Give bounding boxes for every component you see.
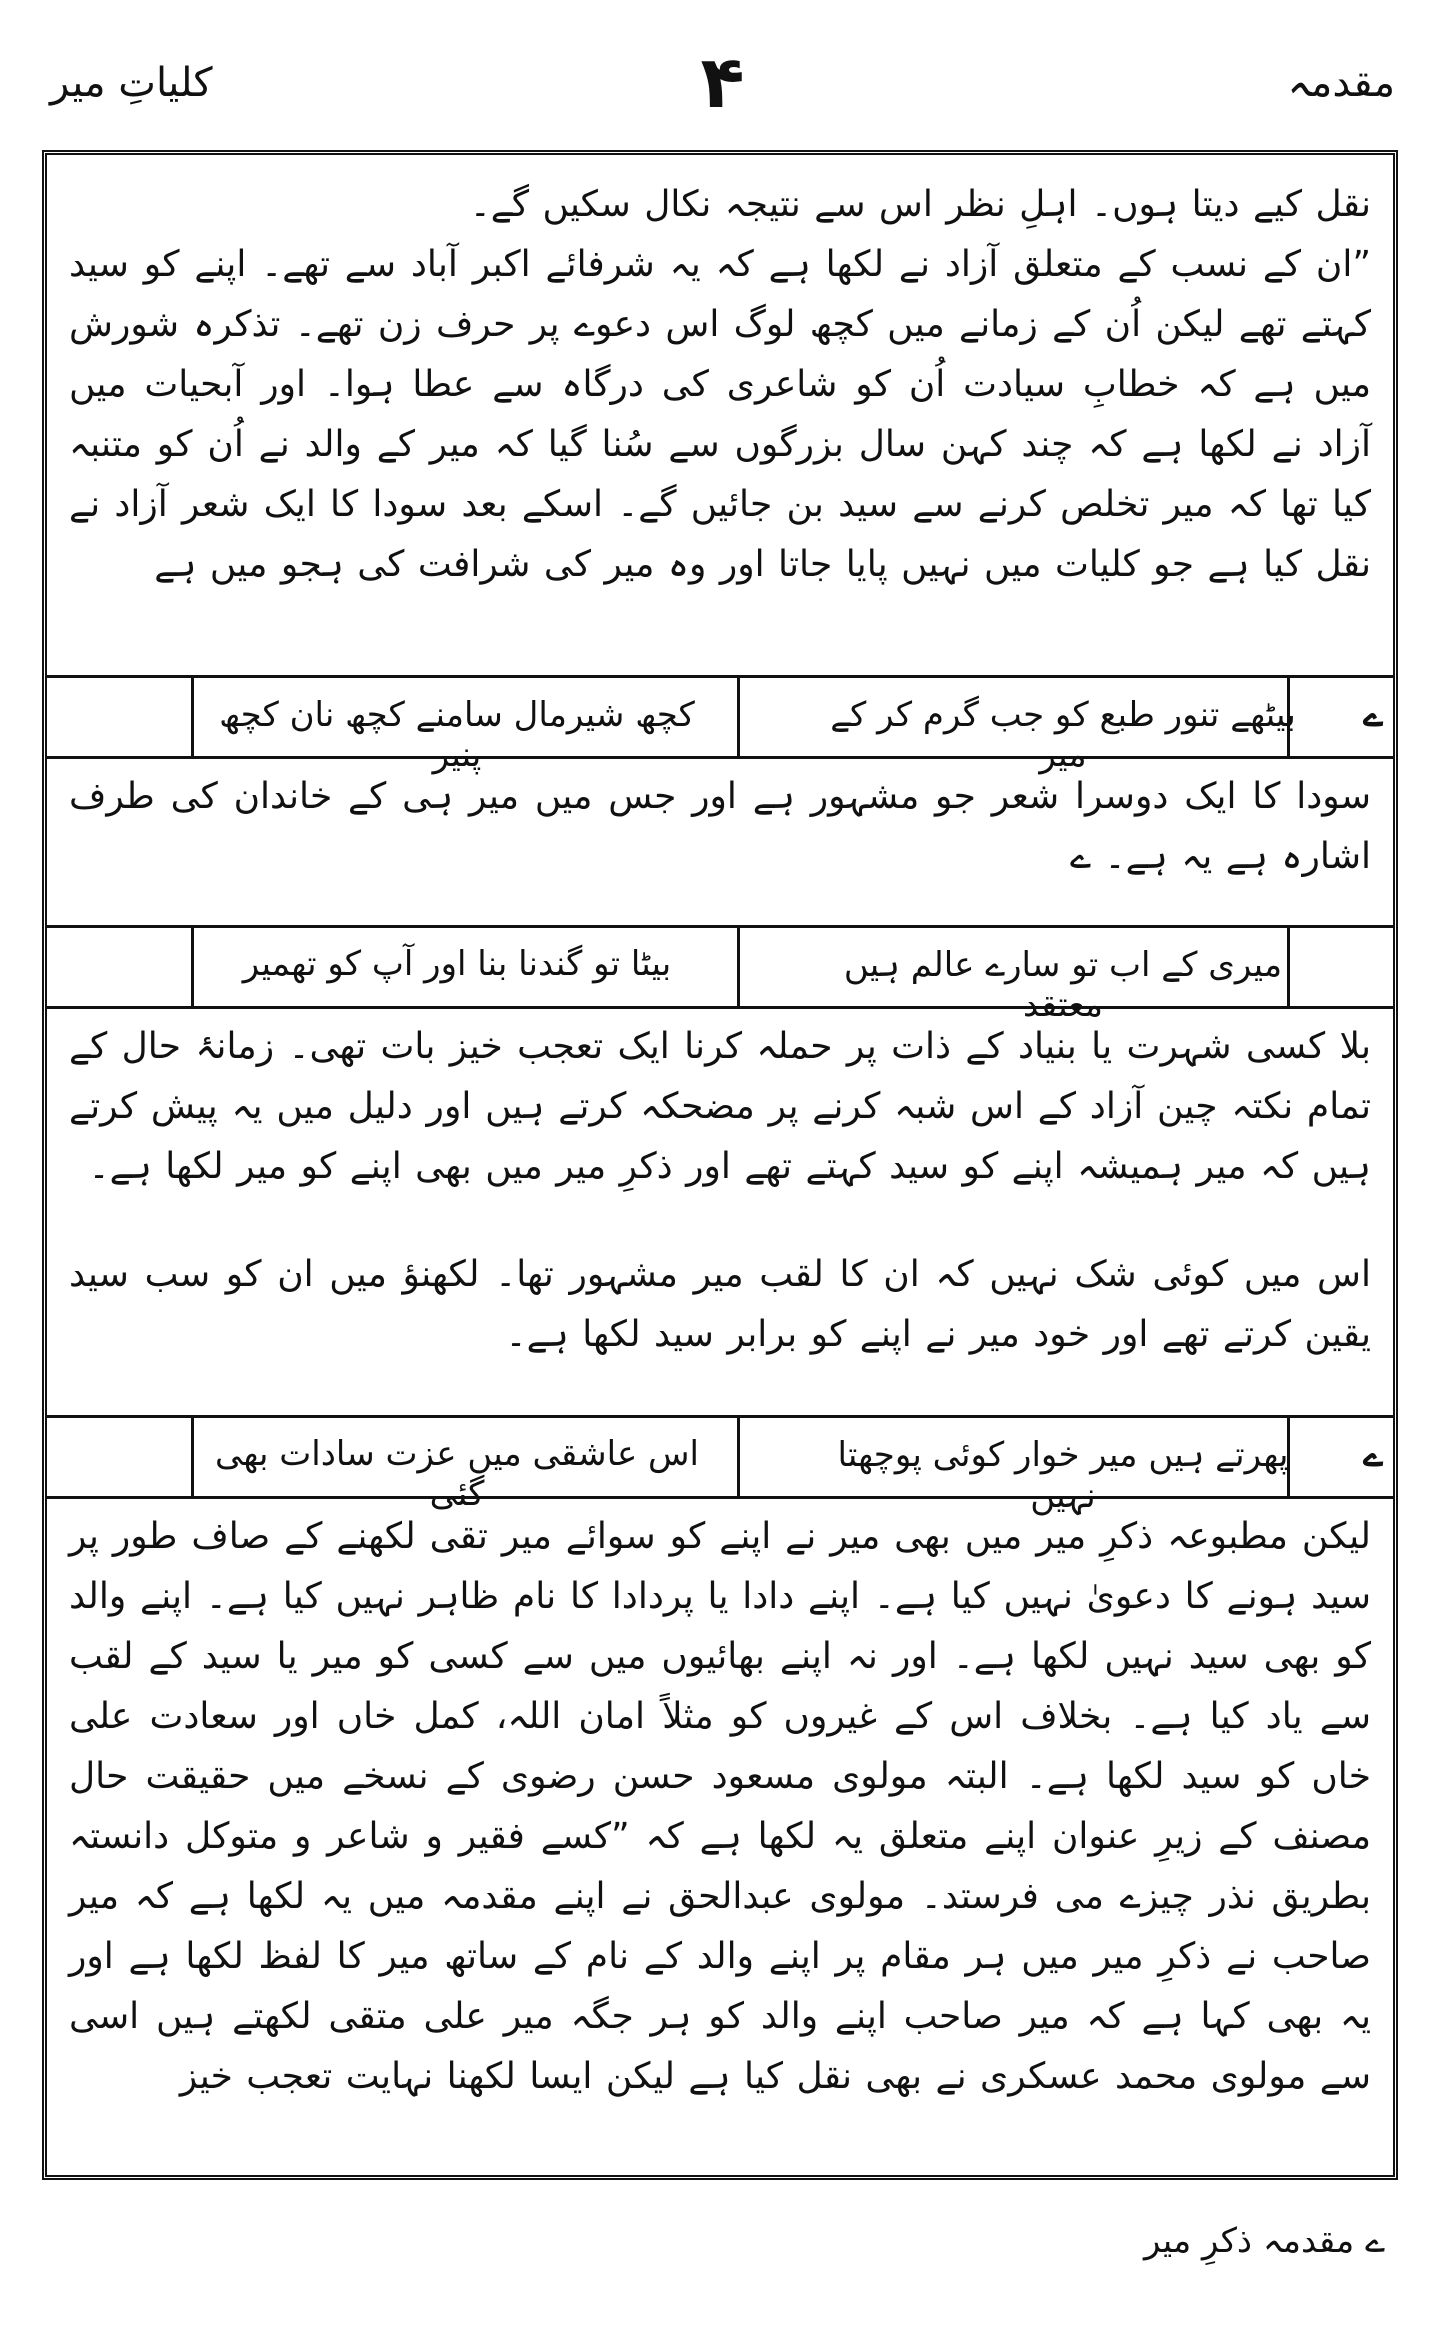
divider xyxy=(737,928,740,1006)
verse-hemistich-2: کچھ شیرمال سامنے کچھ نان کچھ پنیر xyxy=(219,695,695,775)
paragraph-4: بلا کسی شہرت یا بنیاد کے ذات پر حملہ کرنا ایک تعجب خیز بات تھی۔ زمانۂ حال کے تمام نکتہ چین آزاد کے اس شبہ کرنے پر مضحکہ کرتے ہیں اور دلیل میں یہ پیش کرتے ہیں کہ میر ہمیشہ اپنے کو سید کہتے تھے اور ذکرِ میر میں بھی اپنے کو میر لکھا ہے۔ xyxy=(69,1026,1371,1187)
paragraph-2: ”ان کے نسب کے متعلق آزاد نے لکھا ہے کہ یہ شرفائے اکبر آباد سے تھے۔ اپنے کو سید کہتے تھے لیکن اُن کے زمانے میں کچھ لوگ اس دعوے پر حرف زن تھے۔ تذکرہ شورش میں ہے کہ خطابِ سیادت اُن کو شاعری کی درگاہ سے عطا ہوا۔ اور آبحیات میں آزاد نے لکھا ہے کہ چند کہن سال بزرگوں سے سُنا گیا کہ میر کے والد نے اُن کو متنبہ کیا تھا کہ میر تخلص کرنے سے سید بن جائیں گے۔ اسکے بعد سودا کا ایک شعر آزاد نے نقل کیا ہے جو کلیات میں نہیں پایا جاتا اور وہ میر کی شرافت کی ہجو میں ہے xyxy=(69,244,1371,585)
text-frame xyxy=(42,150,1398,2180)
verse-hemistich-2: اس عاشقی میں عزت سادات بھی گئی xyxy=(215,1434,699,1514)
page-header xyxy=(40,40,1405,140)
verse-3 xyxy=(47,1415,1393,1516)
divider xyxy=(737,678,740,756)
divider xyxy=(191,678,194,756)
paragraph-6: لیکن مطبوعہ ذکرِ میر میں بھی میر نے اپنے کو سوائے میر تقی لکھنے کے صاف طور پر سید ہونے کا دعویٰ نہیں کیا ہے۔ اپنے دادا یا پردادا کا نام ظاہر نہیں کیا ہے۔ اپنے والد کو بھی سید نہیں لکھا ہے۔ اور نہ اپنے بھائیوں میں سے کسی کو میر یا سید کے لقب سے یاد کیا ہے۔ بخلاف اس کے غیروں کو مثلاً امان اللہ، کمل خاں اور سعادت علی خاں کو سید لکھا ہے۔ البتہ مولوی مسعود حسن رضوی کے نسخے میں حقیقت حال مصنف کے زیرِ عنوان اپنے متعلق یہ لکھا ہے کہ ”کسے فقیر و شاعر و متوکل دانستہ بطریق نذر چیزے می فرستد۔ مولوی عبدالحق نے اپنے مقدمہ میں یہ لکھا ہے کہ میر صاحب نے ذکرِ میر میں ہر مقام پر اپنے والد کے نام کے ساتھ میر کا لفظ لکھا ہے اور یہ بھی کہا ہے کہ میر صاحب اپنے والد کو ہر جگہ میر علی متقی لکھتے ہیں اسی سے مولوی محمد عسکری نے بھی نقل کیا ہے لیکن ایسا لکھنا نہایت تعجب خیز xyxy=(69,1516,1371,2097)
divider xyxy=(737,1418,740,1496)
verse-hemistich-1: میری کے اب تو سارے عالم ہیں معتقد xyxy=(843,945,1283,1025)
verse-hemistich-1: بیٹھے تنور طبع کو جب گرم کر کے میر xyxy=(830,695,1296,775)
verse-1 xyxy=(47,675,1393,775)
page-number: ۴ xyxy=(700,40,745,124)
verse-marker: ے xyxy=(1363,695,1383,735)
verse-hemistich-1: پھرتے ہیں میر خوار کوئی پوچھتا نہیں xyxy=(837,1435,1289,1516)
divider xyxy=(191,1418,194,1496)
paragraph-5: اس میں کوئی شک نہیں کہ ان کا لقب میر مشہور تھا۔ لکھنؤ میں ان کو سب سید یقین کرتے تھے اور خود میر نے اپنے کو برابر سید لکھا ہے۔ xyxy=(69,1254,1371,1355)
verse-2 xyxy=(47,925,1393,1025)
paragraph-1: نقل کیے دیتا ہوں۔ اہلِ نظر اس سے نتیجہ نکال سکیں گے۔ xyxy=(469,184,1371,225)
paragraph-3: سودا کا ایک دوسرا شعر جو مشہور ہے اور جس میں میر ہی کے خاندان کی طرف اشارہ ہے یہ ہے۔ ے xyxy=(69,776,1371,877)
footnote: ے مقدمہ ذکرِ میر xyxy=(1143,2221,1385,2261)
verse-hemistich-2: بیٹا تو گندنا بنا اور آپ کو تھمیر xyxy=(242,944,672,984)
divider xyxy=(191,928,194,1006)
verse-marker: ے xyxy=(1363,1435,1383,1475)
header-section-title: مقدمہ xyxy=(1287,60,1395,106)
header-book-title: کلیاتِ میر xyxy=(50,60,213,106)
